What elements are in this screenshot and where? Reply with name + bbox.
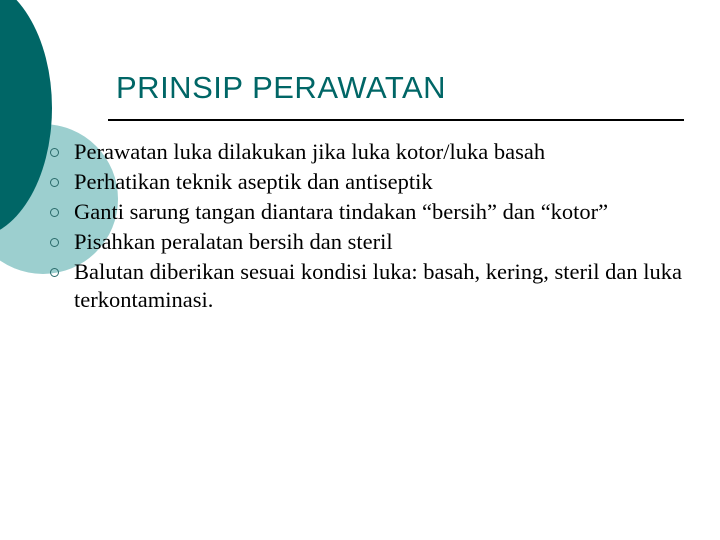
bullet-item — [48, 258, 688, 314]
hollow-circle-bullet-icon — [50, 268, 59, 277]
bullet-item — [48, 138, 688, 166]
bullet-text: Ganti sarung tangan diantara tindakan “bersih” dan “kotor” — [74, 199, 609, 224]
bullet-item — [48, 168, 688, 196]
bullet-item — [48, 198, 688, 226]
title-underline — [108, 119, 684, 121]
hollow-circle-bullet-icon — [50, 148, 59, 157]
hollow-circle-bullet-icon — [50, 238, 59, 247]
bullet-text: Perhatikan teknik aseptik dan antiseptik — [74, 169, 433, 194]
bullet-text: Pisahkan peralatan bersih dan steril — [74, 229, 393, 254]
bullet-list — [48, 138, 688, 316]
bullet-text: Perawatan luka dilakukan jika luka kotor/luka basah — [74, 139, 546, 164]
hollow-circle-bullet-icon — [50, 178, 59, 187]
slide-title: PRINSIP PERAWATAN — [116, 70, 447, 105]
bullet-text: Balutan diberikan sesuai kondisi luka: basah, kering, steril dan luka terkontaminasi. — [74, 259, 682, 312]
bullet-item — [48, 228, 688, 256]
hollow-circle-bullet-icon — [50, 208, 59, 217]
